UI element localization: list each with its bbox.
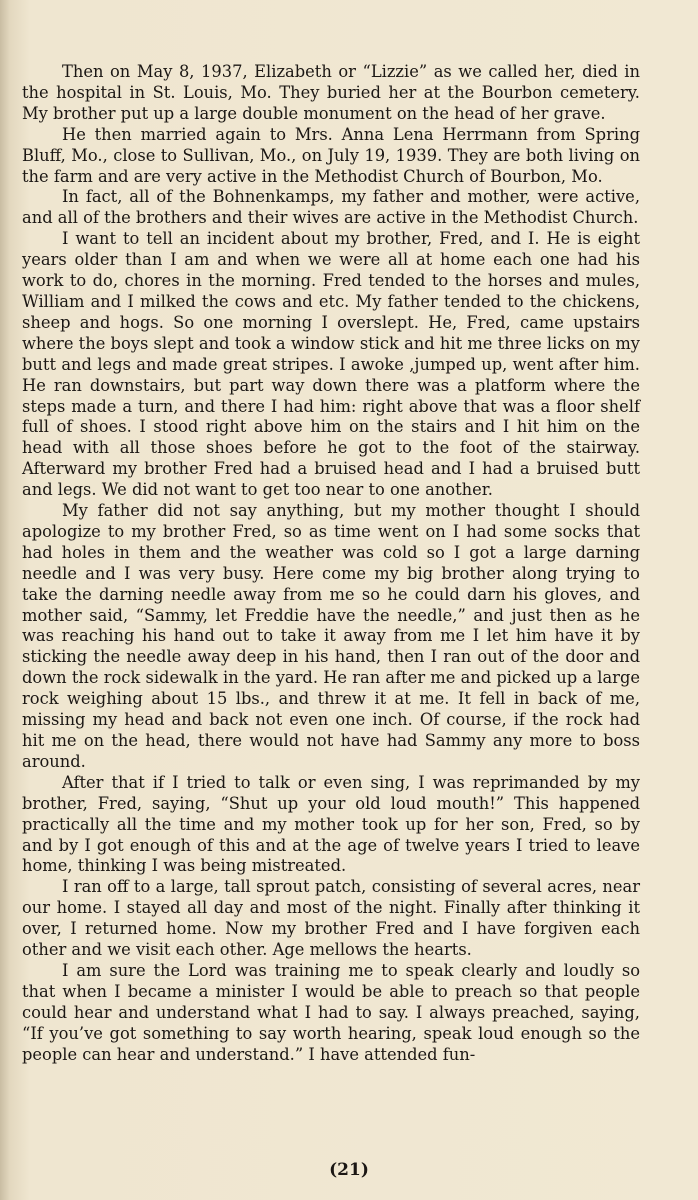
paragraph-loud-mouth: After that if I tried to talk or even sing, I was reprimanded by my brother, Fred, saying, “Shut up your old loud mouth!” This happened practically all the time and my mother took up for her son, Fred, so by and by I got enough of this and at the age of twelve years I tried to leave home, thinking I was being mistreated. [22,772,640,876]
paragraph-remarriage: He then married again to Mrs. Anna Lena Herrmann from Spring Bluff, Mo., close to Sullivan, Mo., on July 19, 1939. They are both living on the farm and are very active in the Methodist Church of Bourbon, Mo. [22,124,640,186]
paragraph-minister: I am sure the Lord was training me to speak clearly and loudly so that when I became a minister I would be able to preach so that people could hear and understand what I had to say. I always preached, saying, “If you’ve got something to say worth hearing, speak loud enough so the people can hear and understand.” I have attended fun- [22,960,640,1064]
page-number: (21) [329,1160,369,1180]
paragraph-lizzie-death: Then on May 8, 1937, Elizabeth or “Lizzie” as we called her, died in the hospital in St. Louis, Mo. They buried her at the Bourbon cemetery. My brother put up a large double monument on the head of her grave. [22,62,640,123]
paragraph-methodist: In fact, all of the Bohnenkamps, my father and mother, were active, and all of the brothers and their wives are active in the Methodist Church. [22,187,640,228]
paragraph-sprout-patch: I ran off to a large, tall sprout patch, consisting of several acres, near our home. I stayed all day and most of the night. Finally after thinking it over, I returned home. Now my brother Fred and I have forgiven each other and we visit each other. Age mellows the hearts. [22,877,640,960]
body-text [22,62,640,1066]
paragraph-incident: I want to tell an incident about my brother, Fred, and I. He is eight years older than I am and when we were all at home each one had his work to do, chores in the morning. Fred tended to the horses and mules, William and I milked the cows and etc. My father tended to the chickens, sheep and hogs. So one morning I overslept. He, Fred, came upstairs where the boys slept and took a window stick and hit me three licks on my butt and legs and made great stripes. I awoke ,jumped up, went after him. He ran downstairs, but part way down there was a platform where the steps made a turn, and there I had him: right above that was a floor shelf full of shoes. I stood right above him on the stairs and I hit him on the head with all those shoes before he got to the foot of the stairway. Afterward my brother Fred had a bruised head and I had a bruised butt and legs. We did not want to get too near to one another. [22,229,640,500]
paragraph-darning-needle: My father did not say anything, but my mother thought I should apologize to my brother Fred, so as time went on I had some socks that had holes in them and the weather was cold so I got a large darning needle and I was very busy. Here come my big brother along trying to take the darning needle away from me so he could darn his gloves, and mother said, “Sammy, let Freddie have the needle,” and just then as he was reaching his hand out to take it away from me I let him have it by sticking the needle away deep in his hand, then I ran out of the door and down the rock sidewalk in the yard. He ran after me and picked up a large rock weighing about 15 lbs., and threw it at me. It fell in back of me, missing my head and back not even one inch. Of course, if the rock had hit me on the head, there would not have had Sammy any more to boss around. [22,501,640,771]
